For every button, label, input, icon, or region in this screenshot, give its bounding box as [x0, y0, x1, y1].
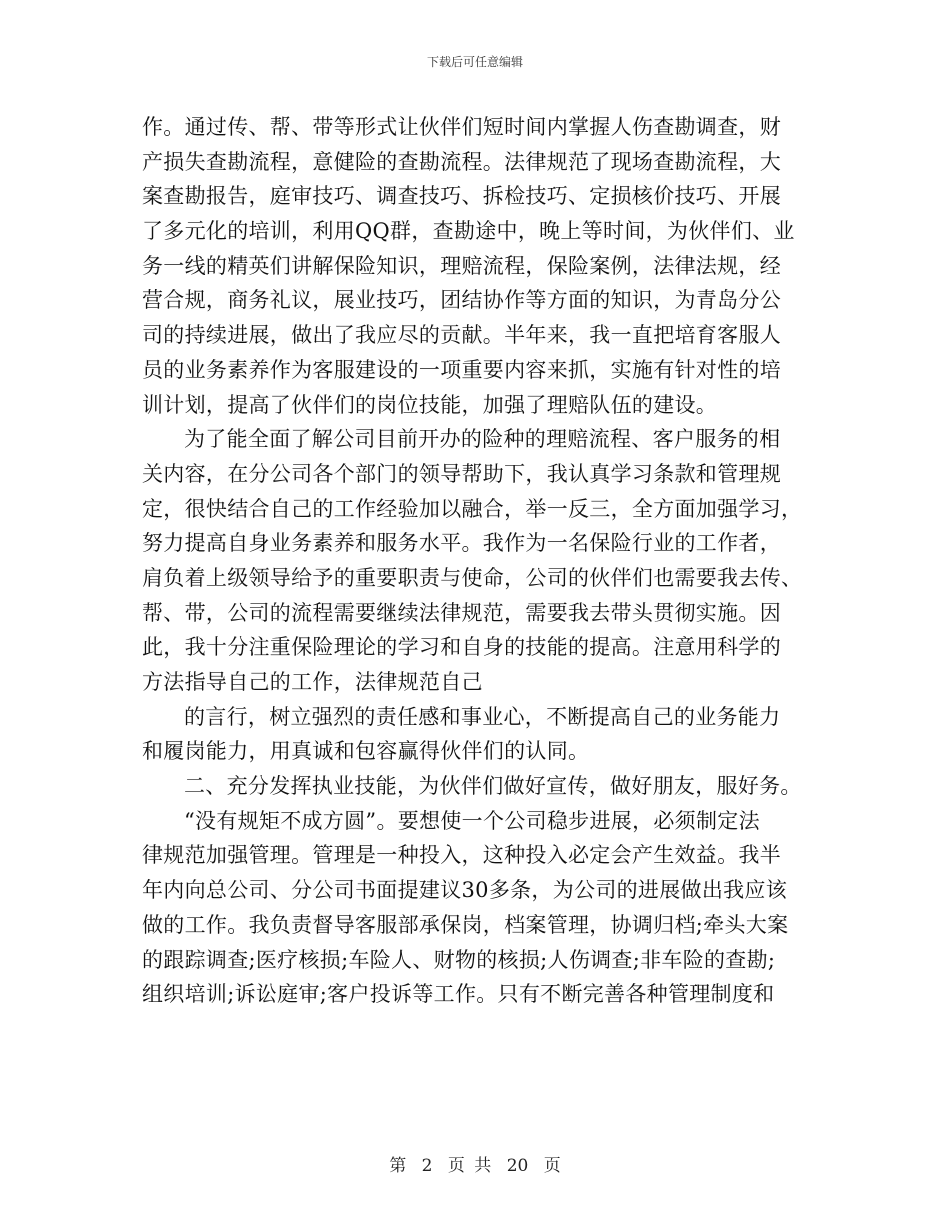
text-line: 的言行，树立强烈的责任感和事业心，不断提高自己的业务能力 — [184, 704, 781, 729]
text-line: 作。通过传、帮、带等形式让伙伴们短时间内掌握人伤查勘调查，财 — [142, 115, 781, 139]
page-label-middle: 页 共 — [447, 1156, 492, 1176]
text-line: 肩负着上级领导给予的重要职责与使命，公司的伙伴们也需要我去传、 — [142, 565, 803, 590]
text-line: 了多元化的培训，利用QQ群，查勘途中，晚上等时间，为伙伴们、业 — [142, 219, 795, 244]
page-label-prefix: 第 — [389, 1156, 407, 1176]
text-line: 律规范加强管理。管理是一种投入，这种投入必定会产生效益。我半 — [142, 843, 781, 868]
text-line: “没有规矩不成方圆”。要想使一个公司稳步进展，必须制定法 — [184, 808, 760, 833]
document-body — [142, 110, 814, 1012]
text-line: 努力提高自身业务素养和服务水平。我作为一名保险行业的工作者， — [142, 531, 781, 556]
text-line: 方法指导自己的工作，法律规范自己 — [142, 670, 483, 694]
section-heading: 二、充分发挥执业技能，为伙伴们做好宣传，做好朋友，服好务。 — [184, 774, 802, 799]
text-line: 员的业务素养作为客服建设的一项重要内容来抓，实施有针对性的培 — [142, 357, 781, 382]
text-line: 产损失查勘流程，意健险的查勘流程。法律规范了现场查勘流程，大 — [142, 149, 781, 174]
text-line: 务一线的精英们讲解保险知识，理赔流程，保险案例，法律法规，经 — [142, 253, 781, 278]
text-line: 司的持续进展，做出了我应尽的贡献。半年来，我一直把培育客服人 — [142, 323, 781, 348]
text-line: 定，很快结合自己的工作经验加以融合，举一反三，全方面加强学习， — [142, 496, 803, 521]
text-line: 营合规，商务礼议，展业技巧，团结协作等方面的知识，为青岛分公 — [142, 288, 781, 313]
page-label-suffix: 页 — [543, 1156, 561, 1176]
text-line: 和履岗能力，用真诚和包容赢得伙伴们的认同。 — [142, 739, 590, 764]
total-page-count: 20 — [506, 1156, 529, 1176]
page-header: 下载后可任意编辑 — [426, 55, 523, 69]
text-line: 年内向总公司、分公司书面提建议30多条，为公司的进展做出我应该 — [142, 878, 788, 903]
text-line: 帮、带，公司的流程需要继续法律规范，需要我去带头贯彻实施。因 — [142, 600, 781, 625]
text-line: 的跟踪调查;医疗核损;车险人、财物的核损;人伤调查;非车险的查勘; — [142, 947, 776, 972]
text-line: 训计划，提高了伙伴们的岗位技能，加强了理赔队伍的建设。 — [142, 392, 718, 417]
text-line: 为了能全面了解公司目前开办的险种的理赔流程、客户服务的相 — [184, 427, 781, 452]
text-line: 此，我十分注重保险理论的学习和自身的技能的提高。注意用科学的 — [142, 635, 781, 660]
text-line: 案查勘报告，庭审技巧、调查技巧、拆检技巧、定损核价技巧、开展 — [142, 184, 781, 209]
text-line: 组织培训;诉讼庭审;客户投诉等工作。只有不断完善各种管理制度和 — [142, 982, 775, 1007]
current-page-number: 2 — [421, 1156, 433, 1176]
text-line: 关内容，在分公司各个部门的领导帮助下，我认真学习条款和管理规 — [142, 461, 781, 486]
page-footer — [0, 1155, 950, 1177]
text-line: 做的工作。我负责督导客服部承保岗，档案管理，协调归档;牵头大案 — [142, 912, 789, 937]
